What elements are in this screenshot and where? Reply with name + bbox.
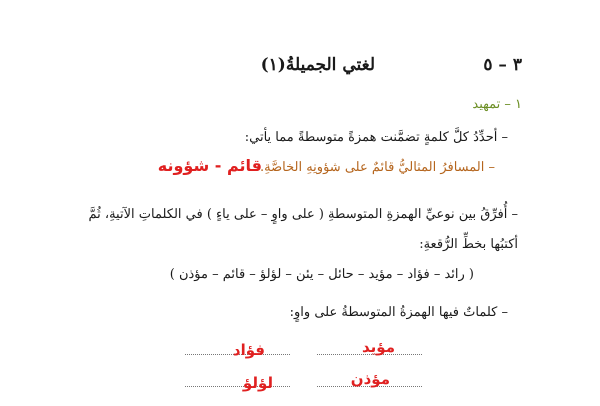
answer-line: [185, 386, 290, 387]
question-1-answer: قائم - شؤونه: [157, 156, 262, 175]
word-list: ( رائد – فؤاد – مؤيد – حائل – يئن – لؤلؤ – قائم – مؤذن ): [169, 267, 474, 282]
question-3-text: – كلماتٌ فيها الهمزةُ المتوسطةُ على واوٍ:: [289, 305, 508, 320]
answer-word: لؤلؤ: [242, 374, 273, 392]
answer-word: مؤذن: [350, 370, 390, 388]
section-heading: ١ – تمهيد: [472, 97, 522, 112]
question-2-text: – أُفرِّقُ بين نوعيِّ الهمزةِ المتوسطةِ ( على واوٍ – على ياءٍ ) في الكلماتِ الآتيةِ، ثُمَّ أكتبُها بخطِّ الرُّقعةِ:: [88, 207, 518, 252]
lesson-number: ٣ – ٥: [483, 55, 522, 75]
answer-word: مؤيد: [362, 338, 395, 356]
question-1-example: – المسافرُ المثاليُّ قائمٌ على شؤونِهِ الخاصَّةِ.: [260, 160, 495, 175]
answer-word: فؤاد: [232, 341, 265, 359]
lesson-title: لغتي الجميلةُ(١): [260, 55, 375, 75]
question-1-text: – أحدِّدُ كلَّ كلمةٍ تضمَّنت همزةً متوسطةً مما يأتي:: [244, 130, 508, 145]
